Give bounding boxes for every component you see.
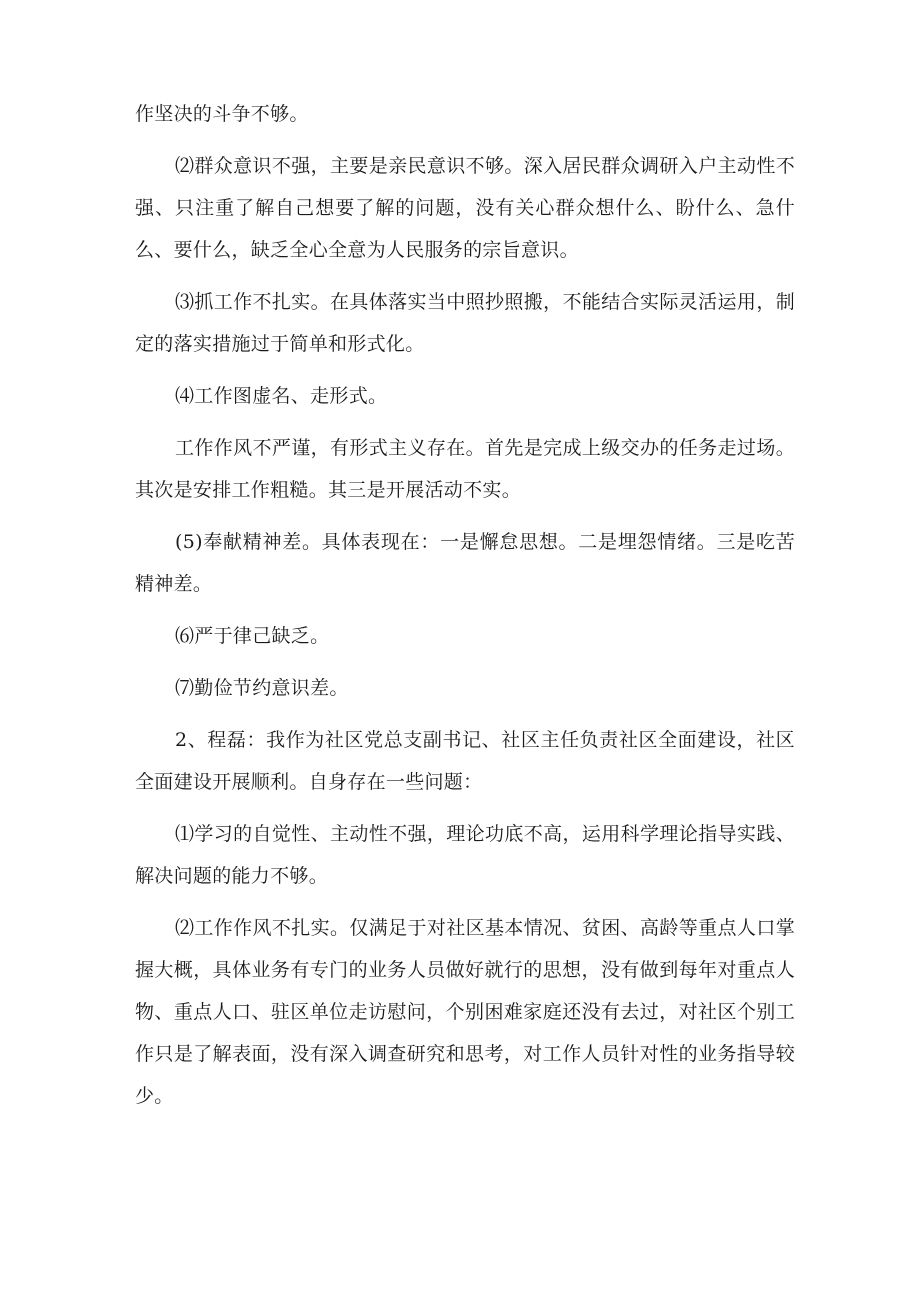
paragraph-item-4-formalism: ⑷工作图虚名、走形式。 — [175, 385, 388, 407]
paragraph-continuation: 作坚决的斗争不够。 — [135, 103, 309, 125]
paragraph-item-2-work-style: ⑵工作作风不扎实。仅满足于对社区基本情况、贫困、高龄等重点人口掌握大概，具体业务有专门的业务人员做好就行的思想，没有做到每年对重点人物、重点人口、驻区单位走访慰问，个别困难家庭还没有去过，对社区个别工作只是了解表面，没有深入调查研究和思考，对工作人员针对性的业务指导较少。 — [135, 917, 795, 1107]
document-body — [135, 93, 795, 1117]
paragraph-item-7-frugality: ⑺勤俭节约意识差。 — [175, 677, 349, 699]
paragraph-item-1-learning: ⑴学习的自觉性、主动性不强，理论功底不高，运用科学理论指导实践、解决问题的能力不够。 — [135, 823, 795, 887]
paragraph-item-6-self-discipline: ⑹严于律己缺乏。 — [175, 625, 330, 647]
paragraph-work-style: 工作作风不严谨，有形式主义存在。首先是完成上级交办的任务走过场。其次是安排工作粗糙。其三是开展活动不实。 — [135, 437, 795, 501]
paragraph-item-3-work-not-solid: ⑶抓工作不扎实。在具体落实当中照抄照搬，不能结合实际灵活运用，制定的落实措施过于简单和形式化。 — [135, 291, 795, 355]
paragraph-item-5-dedication: (5)奉献精神差。具体表现在：一是懈怠思想。二是埋怨情绪。三是吃苦精神差。 — [135, 531, 795, 595]
paragraph-item-2-mass-awareness: ⑵群众意识不强，主要是亲民意识不够。深入居民群众调研入户主动性不强、只注重了解自己想要了解的问题，没有关心群众想什么、盼什么、急什么、要什么，缺乏全心全意为人民服务的宗旨意识。 — [135, 155, 795, 261]
paragraph-section-2-cheng-lei: 2、程磊：我作为社区党总支副书记、社区主任负责社区全面建设，社区全面建设开展顺利。自身存在一些问题： — [135, 729, 795, 793]
